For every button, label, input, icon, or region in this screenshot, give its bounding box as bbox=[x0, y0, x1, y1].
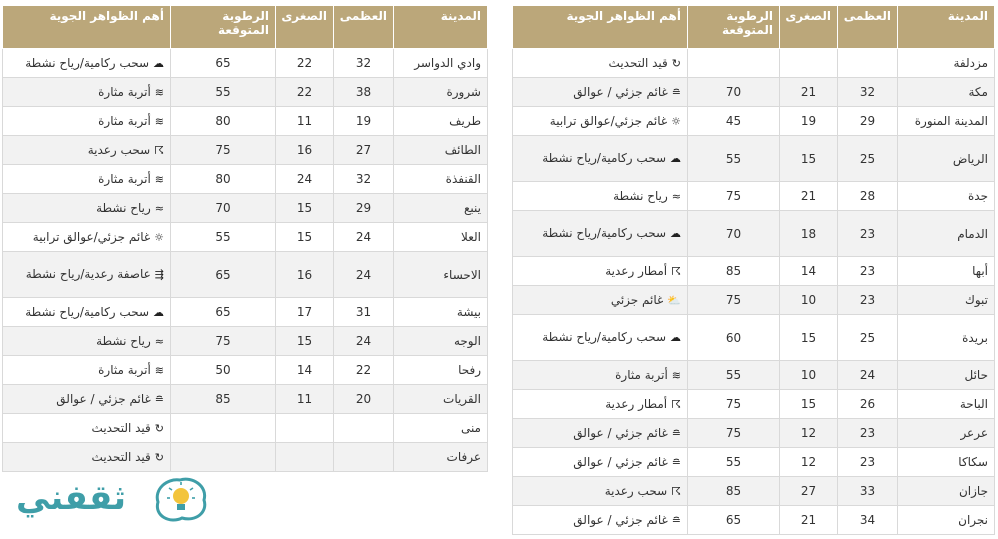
table-row bbox=[3, 327, 488, 356]
humidity-cell: 85 bbox=[171, 385, 276, 414]
min-temp-cell: 27 bbox=[780, 477, 838, 506]
cloud-wind-icon: ☁ bbox=[670, 152, 681, 165]
min-temp-cell: 24 bbox=[276, 165, 334, 194]
max-temp-cell: 23 bbox=[838, 211, 898, 257]
max-temp-cell: 32 bbox=[838, 78, 898, 107]
table-row bbox=[3, 194, 488, 223]
refresh-icon: ↻ bbox=[154, 421, 164, 435]
table-row bbox=[513, 49, 995, 78]
haze-icon: ≘ bbox=[154, 392, 164, 406]
phenomena-text: سحب ركامية/رياح نشطة bbox=[542, 226, 666, 240]
phenomena-cell bbox=[513, 448, 688, 477]
city-cell: منى bbox=[394, 414, 488, 443]
city-cell: القنفذة bbox=[394, 165, 488, 194]
table-row bbox=[513, 361, 995, 390]
table-row bbox=[3, 165, 488, 194]
header-max: العظمى bbox=[334, 6, 394, 49]
phenomena-cell bbox=[513, 506, 688, 535]
city-cell: مزدلفة bbox=[898, 49, 995, 78]
humidity-cell: 55 bbox=[688, 136, 780, 182]
table-row bbox=[513, 315, 995, 361]
phenomena-text: رياح نشطة bbox=[96, 200, 151, 215]
phenomena-cell bbox=[513, 78, 688, 107]
phenomena-cell bbox=[3, 165, 171, 194]
city-cell: الرياض bbox=[898, 136, 995, 182]
humidity-cell: 75 bbox=[688, 419, 780, 448]
min-temp-cell: 16 bbox=[276, 252, 334, 298]
max-temp-cell: 23 bbox=[838, 419, 898, 448]
partly-cloudy-icon: ⛅ bbox=[667, 293, 681, 307]
table-row bbox=[513, 419, 995, 448]
wind-icon: ≈ bbox=[154, 201, 164, 215]
thunder-rain-icon: ☈ bbox=[671, 264, 681, 278]
phenomena-cell bbox=[3, 49, 171, 78]
min-temp-cell: 21 bbox=[780, 182, 838, 211]
table-row bbox=[3, 356, 488, 385]
phenomena-text: أتربة مثارة bbox=[615, 367, 668, 382]
dust-icon: ≋ bbox=[671, 368, 681, 382]
min-temp-cell: 22 bbox=[276, 49, 334, 78]
phenomena-text: غائم جزئي / عوالق bbox=[573, 84, 668, 99]
table-row bbox=[513, 506, 995, 535]
phenomena-cell bbox=[3, 298, 171, 327]
table-row bbox=[3, 136, 488, 165]
phenomena-text: أمطار رعدية bbox=[605, 396, 668, 411]
max-temp-cell: 31 bbox=[334, 298, 394, 327]
phenomena-text: سحب ركامية/رياح نشطة bbox=[542, 151, 666, 165]
phenomena-text: سحب رعدية bbox=[87, 142, 151, 157]
min-temp-cell: 15 bbox=[276, 223, 334, 252]
humidity-cell: 75 bbox=[171, 136, 276, 165]
humidity-cell: 55 bbox=[171, 78, 276, 107]
min-temp-cell: 10 bbox=[780, 286, 838, 315]
table-row bbox=[513, 477, 995, 506]
phenomena-cell bbox=[513, 49, 688, 78]
max-temp-cell: 29 bbox=[838, 107, 898, 136]
phenomena-cell bbox=[513, 182, 688, 211]
table-row bbox=[513, 211, 995, 257]
phenomena-text: عاصفة رعدية/رياح نشطة bbox=[25, 267, 151, 281]
humidity-cell: 85 bbox=[688, 477, 780, 506]
min-temp-cell: 22 bbox=[276, 78, 334, 107]
table-row bbox=[513, 107, 995, 136]
humidity-cell: 45 bbox=[688, 107, 780, 136]
min-temp-cell bbox=[276, 443, 334, 472]
humidity-cell: 75 bbox=[688, 390, 780, 419]
table-header-row bbox=[3, 6, 488, 49]
max-temp-cell: 33 bbox=[838, 477, 898, 506]
city-cell: ينبع bbox=[394, 194, 488, 223]
partly-cloudy-dust-icon: ☼ bbox=[671, 114, 681, 128]
min-temp-cell: 21 bbox=[780, 506, 838, 535]
max-temp-cell bbox=[838, 49, 898, 78]
phenomena-cell bbox=[3, 252, 171, 298]
phenomena-cell bbox=[513, 390, 688, 419]
table-row bbox=[3, 298, 488, 327]
min-temp-cell: 15 bbox=[780, 136, 838, 182]
city-cell: جدة bbox=[898, 182, 995, 211]
dust-icon: ≋ bbox=[154, 172, 164, 186]
max-temp-cell: 28 bbox=[838, 182, 898, 211]
header-min: الصغرى bbox=[276, 6, 334, 49]
phenomena-text: قيد التحديث bbox=[608, 55, 668, 70]
phenomena-text: قيد التحديث bbox=[91, 449, 151, 464]
table-row bbox=[3, 107, 488, 136]
city-cell: الاحساء bbox=[394, 252, 488, 298]
weather-table-left bbox=[2, 5, 488, 472]
min-temp-cell: 15 bbox=[276, 327, 334, 356]
max-temp-cell: 32 bbox=[334, 49, 394, 78]
weather-table-right bbox=[512, 5, 995, 535]
thunder-rain-icon: ☈ bbox=[671, 397, 681, 411]
humidity-cell: 65 bbox=[171, 298, 276, 327]
logo-wordmark: ثقفني bbox=[16, 478, 126, 518]
thunder-cloud-icon: ☈ bbox=[671, 484, 681, 498]
humidity-cell: 80 bbox=[171, 107, 276, 136]
city-cell: عرعر bbox=[898, 419, 995, 448]
max-temp-cell: 20 bbox=[334, 385, 394, 414]
humidity-cell: 65 bbox=[688, 506, 780, 535]
min-temp-cell bbox=[780, 49, 838, 78]
table-row bbox=[513, 136, 995, 182]
max-temp-cell: 38 bbox=[334, 78, 394, 107]
max-temp-cell: 19 bbox=[334, 107, 394, 136]
humidity-cell: 55 bbox=[688, 361, 780, 390]
phenomena-cell bbox=[3, 78, 171, 107]
min-temp-cell: 12 bbox=[780, 419, 838, 448]
phenomena-cell bbox=[513, 286, 688, 315]
max-temp-cell: 23 bbox=[838, 257, 898, 286]
city-cell: العلا bbox=[394, 223, 488, 252]
refresh-icon: ↻ bbox=[671, 56, 681, 70]
phenomena-cell bbox=[513, 211, 688, 257]
city-cell: القريات bbox=[394, 385, 488, 414]
humidity-cell: 65 bbox=[171, 49, 276, 78]
min-temp-cell: 15 bbox=[276, 194, 334, 223]
min-temp-cell: 15 bbox=[780, 390, 838, 419]
table-body bbox=[3, 49, 488, 472]
storm-wind-icon: ⇶ bbox=[154, 268, 164, 281]
phenomena-cell bbox=[513, 477, 688, 506]
max-temp-cell: 25 bbox=[838, 136, 898, 182]
phenomena-cell bbox=[513, 315, 688, 361]
phenomena-cell bbox=[3, 356, 171, 385]
phenomena-cell bbox=[3, 107, 171, 136]
min-temp-cell: 21 bbox=[780, 78, 838, 107]
phenomena-cell bbox=[513, 136, 688, 182]
min-temp-cell: 15 bbox=[780, 315, 838, 361]
phenomena-cell bbox=[3, 443, 171, 472]
phenomena-text: أتربة مثارة bbox=[98, 84, 151, 99]
city-cell: جازان bbox=[898, 477, 995, 506]
city-cell: تبوك bbox=[898, 286, 995, 315]
table-row bbox=[513, 390, 995, 419]
min-temp-cell: 18 bbox=[780, 211, 838, 257]
min-temp-cell: 11 bbox=[276, 107, 334, 136]
humidity-cell: 80 bbox=[171, 165, 276, 194]
phenomena-text: أمطار رعدية bbox=[605, 263, 668, 278]
min-temp-cell: 12 bbox=[780, 448, 838, 477]
table-header-row bbox=[513, 6, 995, 49]
phenomena-text: غائم جزئي / عوالق bbox=[573, 512, 668, 527]
city-cell: وادي الدواسر bbox=[394, 49, 488, 78]
phenomena-text: سحب رعدية bbox=[604, 483, 668, 498]
phenomena-cell bbox=[513, 257, 688, 286]
header-phenomena: أهم الظواهر الجوية bbox=[3, 6, 171, 49]
table-row bbox=[3, 252, 488, 298]
humidity-cell: 75 bbox=[171, 327, 276, 356]
max-temp-cell: 23 bbox=[838, 286, 898, 315]
city-cell: الدمام bbox=[898, 211, 995, 257]
phenomena-cell bbox=[513, 361, 688, 390]
lightbulb-icon bbox=[152, 474, 210, 524]
table-row bbox=[513, 182, 995, 211]
min-temp-cell: 16 bbox=[276, 136, 334, 165]
humidity-cell: 70 bbox=[171, 194, 276, 223]
cloud-wind-icon: ☁ bbox=[153, 305, 164, 319]
max-temp-cell: 27 bbox=[334, 136, 394, 165]
humidity-cell: 70 bbox=[688, 78, 780, 107]
table-row bbox=[3, 385, 488, 414]
city-cell: مكة bbox=[898, 78, 995, 107]
phenomena-cell bbox=[3, 414, 171, 443]
table-row bbox=[513, 78, 995, 107]
phenomena-text: غائم جزئي / عوالق bbox=[56, 391, 151, 406]
min-temp-cell: 14 bbox=[276, 356, 334, 385]
dust-icon: ≋ bbox=[154, 85, 164, 99]
table-row bbox=[3, 414, 488, 443]
max-temp-cell: 29 bbox=[334, 194, 394, 223]
city-cell: الطائف bbox=[394, 136, 488, 165]
max-temp-cell bbox=[334, 443, 394, 472]
header-max: العظمى bbox=[838, 6, 898, 49]
phenomena-text: رياح نشطة bbox=[96, 333, 151, 348]
min-temp-cell bbox=[276, 414, 334, 443]
max-temp-cell: 32 bbox=[334, 165, 394, 194]
phenomena-cell bbox=[3, 223, 171, 252]
max-temp-cell: 23 bbox=[838, 448, 898, 477]
city-cell: أبها bbox=[898, 257, 995, 286]
city-cell: شرورة bbox=[394, 78, 488, 107]
partly-cloudy-dust-icon: ☼ bbox=[154, 230, 164, 244]
max-temp-cell: 26 bbox=[838, 390, 898, 419]
phenomena-text: غائم جزئي / عوالق bbox=[573, 425, 668, 440]
city-cell: الباحة bbox=[898, 390, 995, 419]
min-temp-cell: 19 bbox=[780, 107, 838, 136]
phenomena-text: أتربة مثارة bbox=[98, 171, 151, 186]
cloud-wind-icon: ☁ bbox=[153, 56, 164, 70]
max-temp-cell: 34 bbox=[838, 506, 898, 535]
phenomena-text: أتربة مثارة bbox=[98, 362, 151, 377]
site-logo[interactable] bbox=[16, 472, 216, 528]
city-cell: نجران bbox=[898, 506, 995, 535]
min-temp-cell: 14 bbox=[780, 257, 838, 286]
phenomena-text: غائم جزئي bbox=[610, 292, 664, 307]
humidity-cell: 55 bbox=[688, 448, 780, 477]
phenomena-cell bbox=[3, 385, 171, 414]
table-row bbox=[513, 286, 995, 315]
humidity-cell bbox=[688, 49, 780, 78]
phenomena-text: قيد التحديث bbox=[91, 420, 151, 435]
city-cell: المدينة المنورة bbox=[898, 107, 995, 136]
humidity-cell: 85 bbox=[688, 257, 780, 286]
table-body bbox=[513, 49, 995, 535]
humidity-cell: 55 bbox=[171, 223, 276, 252]
city-cell: بيشة bbox=[394, 298, 488, 327]
haze-icon: ≘ bbox=[671, 455, 681, 469]
max-temp-cell bbox=[334, 414, 394, 443]
city-cell: طريف bbox=[394, 107, 488, 136]
humidity-cell bbox=[171, 414, 276, 443]
city-cell: عرفات bbox=[394, 443, 488, 472]
refresh-icon: ↻ bbox=[154, 450, 164, 464]
table-row bbox=[3, 223, 488, 252]
city-cell: حائل bbox=[898, 361, 995, 390]
max-temp-cell: 24 bbox=[334, 252, 394, 298]
phenomena-cell bbox=[3, 194, 171, 223]
header-humidity: الرطوبة المتوقعة bbox=[688, 6, 780, 49]
phenomena-text: رياح نشطة bbox=[613, 188, 668, 203]
header-humidity: الرطوبة المتوقعة bbox=[171, 6, 276, 49]
phenomena-text: سحب ركامية/رياح نشطة bbox=[25, 55, 149, 70]
phenomena-cell bbox=[3, 136, 171, 165]
phenomena-cell bbox=[513, 107, 688, 136]
max-temp-cell: 22 bbox=[334, 356, 394, 385]
cloud-wind-icon: ☁ bbox=[670, 227, 681, 240]
humidity-cell: 50 bbox=[171, 356, 276, 385]
dust-icon: ≋ bbox=[154, 363, 164, 377]
haze-icon: ≘ bbox=[671, 513, 681, 527]
humidity-cell: 60 bbox=[688, 315, 780, 361]
phenomena-text: غائم جزئي/عوالق ترابية bbox=[32, 229, 151, 244]
humidity-cell: 70 bbox=[688, 211, 780, 257]
city-cell: بريدة bbox=[898, 315, 995, 361]
phenomena-text: أتربة مثارة bbox=[98, 113, 151, 128]
header-city: المدينة bbox=[898, 6, 995, 49]
table-row bbox=[3, 443, 488, 472]
phenomena-cell bbox=[3, 327, 171, 356]
phenomena-text: غائم جزئي/عوالق ترابية bbox=[549, 113, 668, 128]
header-phenomena: أهم الظواهر الجوية bbox=[513, 6, 688, 49]
max-temp-cell: 24 bbox=[334, 223, 394, 252]
humidity-cell bbox=[171, 443, 276, 472]
min-temp-cell: 11 bbox=[276, 385, 334, 414]
phenomena-text: غائم جزئي / عوالق bbox=[573, 454, 668, 469]
wind-icon: ≈ bbox=[671, 189, 681, 203]
haze-icon: ≘ bbox=[671, 426, 681, 440]
table-row bbox=[3, 78, 488, 107]
table-row bbox=[513, 257, 995, 286]
city-cell: سكاكا bbox=[898, 448, 995, 477]
header-min: الصغرى bbox=[780, 6, 838, 49]
table-row bbox=[3, 49, 488, 78]
max-temp-cell: 24 bbox=[334, 327, 394, 356]
wind-icon: ≈ bbox=[154, 334, 164, 348]
haze-icon: ≘ bbox=[671, 85, 681, 99]
phenomena-text: سحب ركامية/رياح نشطة bbox=[542, 330, 666, 344]
thunder-cloud-icon: ☈ bbox=[154, 143, 164, 157]
humidity-cell: 75 bbox=[688, 286, 780, 315]
max-temp-cell: 25 bbox=[838, 315, 898, 361]
phenomena-text: سحب ركامية/رياح نشطة bbox=[25, 304, 149, 319]
dust-icon: ≋ bbox=[154, 114, 164, 128]
min-temp-cell: 17 bbox=[276, 298, 334, 327]
city-cell: الوجه bbox=[394, 327, 488, 356]
phenomena-cell bbox=[513, 419, 688, 448]
max-temp-cell: 24 bbox=[838, 361, 898, 390]
humidity-cell: 75 bbox=[688, 182, 780, 211]
city-cell: رفحا bbox=[394, 356, 488, 385]
table-row bbox=[513, 448, 995, 477]
cloud-wind-icon: ☁ bbox=[670, 331, 681, 344]
humidity-cell: 65 bbox=[171, 252, 276, 298]
min-temp-cell: 10 bbox=[780, 361, 838, 390]
header-city: المدينة bbox=[394, 6, 488, 49]
